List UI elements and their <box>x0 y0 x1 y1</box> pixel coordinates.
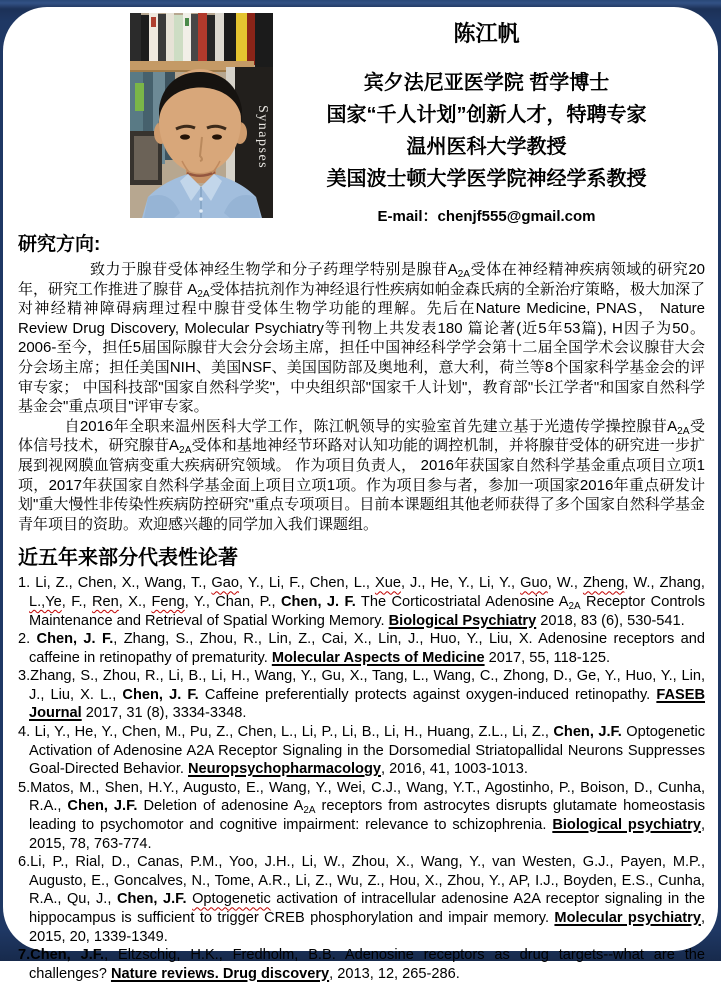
professor-name: 陈江帆 <box>453 21 520 46</box>
email-line: E-mail：chenjf555@gmail.com <box>377 208 596 225</box>
research-direction-heading: 研究方向: <box>18 234 101 255</box>
reference-item: 4. Li, Y., He, Y., Chen, M., Pu, Z., Chen, L., Li, P., Li, B., Li, H., Huang, Z.L., Li, Z., Chen, J.F. Optogenetic Activation of Adenosine A2A Receptor Signaling in the Dorsomedial Striatopallidal Neurons Suppresses Goal-Directed Behavior. Neuropsychopharmacology, 2016, 41, 1003-1013. <box>18 724 705 778</box>
research-paragraph-2: 自2016年全职来温州医科大学工作，陈江帆领导的实验室首先建立基于光遗传学操控腺苷A2A受体信号技术，研究腺苷A2A受体和基地神经节环路对认知功能的调控机制，并将腺苷受体的研究进一步扩展到视网膜血管病变重大疾病研究领域。 作为项目负责人， 2016年获国家自然科学基金重点项目立项1项，2017年获国家自然科学基金面上项目立项1项。作为项目参与者，参加一项国家2016年重点研发计划"重大慢性非传染性疾病防控研究"重点专项项目。目前本课题组其他老师获得了多个国家自然科学基金青年项目的资助。欢迎感兴趣的同学加入我们课题组。 <box>18 417 705 533</box>
title-line-4: 美国波士顿大学医学院神经学系教授 <box>326 168 647 190</box>
professor-photo <box>130 13 273 218</box>
publications-heading: 近五年来部分代表性论著 <box>18 547 238 570</box>
book-spine-label: Synapses <box>255 105 270 170</box>
reference-item: 5.Matos, M., Shen, H.Y., Augusto, E., Wang, Y., Wei, C.J., Wang, Y.T., Agostinho, P., Boison, D., Cunha, R.A., Chen, J.F. Deletion of adenosine A2A receptors from astrocytes disrupts glutamate homeostasis leading to psychomotor and cognitive impairment: relevance to schizophrenia. Biological psychiatry, 2015, 78, 763-774. <box>18 779 705 852</box>
professor-photo-graphic <box>130 13 273 218</box>
reference-item: 6.Li, P., Rial, D., Canas, P.M., Yoo, J.H., Li, W., Zhou, X., Wang, Y., van Westen, G.J., Payen, M.P., Augusto, E., Goncalves, N., Tome, A.R., Li, Z., Wu, Z., Hou, X., Zhou, Y., AP, I.J., Boyden, E.S., Cunha, R.A., Qu, J., Chen, J.F. Optogenetic activation of intracellular adenosine A2A receptor signaling in the hippocampus is sufficient to trigger CREB phosphorylation and impair memory. Molecular psychiatry, 2015, 20, 1339-1349. <box>18 854 706 945</box>
reference-item: 3.Zhang, S., Zhou, R., Li, B., Li, H., Wang, Y., Gu, X., Tang, L., Wang, C., Zhong, D., Ge, Y., Huo, Y., Lin, J., Liu, X. L., Chen, J. F. Caffeine preferentially protects against oxygen-induced retinopathy. FASEB Journal 2017, 31 (8), 3334-3348. <box>18 668 706 722</box>
reference-item: 2. Chen, J. F., Zhang, S., Zhou, R., Lin, Z., Cai, X., Lin, J., Huo, Y., Liu, X. Adenosine receptors and caffeine in retinopathy of prematurity. Molecular Aspects of Medicine 2017, 55, 118-125. <box>18 631 706 666</box>
header-block <box>265 21 708 226</box>
reference-item: 7.Chen, J.F., Eltzschig, H.K., Fredholm, B.B. Adenosine receptors as drug targets--what are the challenges? Nature reviews. Drug discovery, 2013, 12, 265-286. <box>18 947 705 982</box>
references-list <box>18 574 705 983</box>
research-paragraph-1: 致力于腺苷受体神经生物学和分子药理学特别是腺苷A2A受体在神经精神疾病领域的研究20年，研究工作推进了腺苷 A2A受体拮抗剂作为神经退行性疾病如帕金森氏病的全新治疗策略，极大加深了对神经精神障碍病理过程中腺苷受体生物学功能的理解。先后在Nature Medicine, PNAS， Nature Review Drug Discovery, Molecular Psychiatry等刊物上共发表180 篇论著(近5年53篇), H因子为50。2006-至今，担任5届国际腺苷大会分会场主席，担任中国神经科学学会第十二届全国学术会议腺苷大会分会场主席；担任美国NIH、美国NSF、美国国防部及奥地利，意大利，荷兰等8个国家科学基金会的评审专家； 中国科技部"国家自然科学奖"，中央组织部"国家千人计划"，教育部"长江学者"和国家自然科学基金会"重点项目"评审专家。 <box>18 261 706 416</box>
title-line-3: 温州医科大学教授 <box>406 136 567 158</box>
reference-item: 1. Li, Z., Chen, X., Wang, T., Gao, Y., Li, F., Chen, L., Xue, J., He, Y., Li, Y., Guo, W., Zheng, W., Zhang, L.,Ye, F., Ren, X., Feng, Y., Chan, P., Chen, J. F. The Corticostriatal Adenosine A2A Receptor Controls Maintenance and Retrieval of Spatial Working Memory. Biological Psychiatry 2018, 83 (6), 530-541. <box>18 575 706 629</box>
document-sheet <box>3 7 718 982</box>
title-line-1: 宾夕法尼亚医学院 哲学博士 <box>363 72 610 94</box>
title-line-2: 国家“千人计划”创新人才，特聘专家 <box>326 104 647 126</box>
document-body <box>18 229 705 983</box>
